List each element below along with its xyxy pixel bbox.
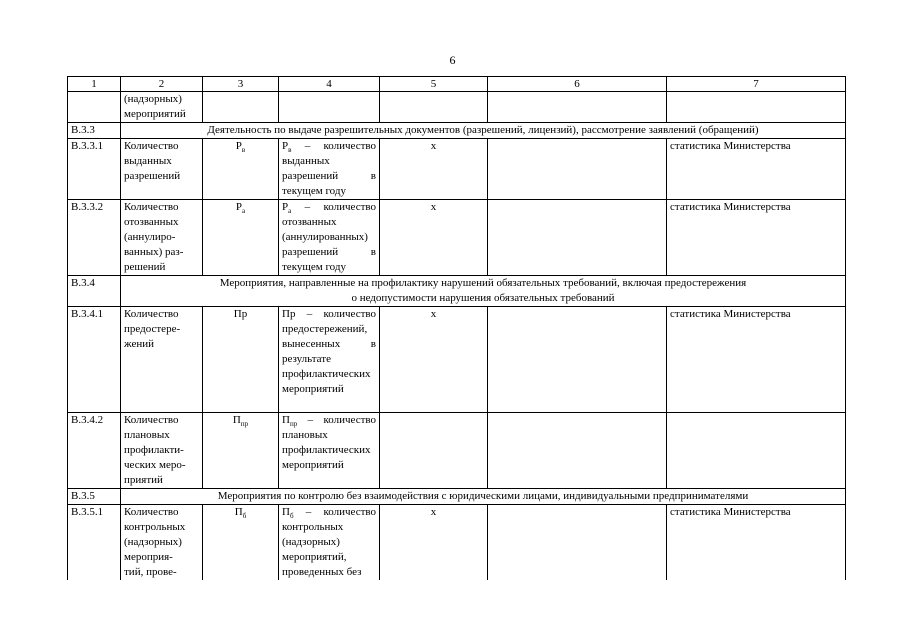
data-source: статистика Министерства [667, 307, 846, 413]
indicator-symbol [203, 413, 279, 489]
description-text: – количество плановых профилактических мероприятий [282, 414, 376, 471]
cell-col6 [488, 200, 667, 276]
indicator-name: Количество контрольных (надзорных) мероприя- тий, прове- [121, 505, 203, 581]
row-id: В.3.4.2 [68, 413, 121, 489]
description-text: – количество контрольных (надзорных) мероприятий, проведенных без [282, 506, 376, 578]
indicator-symbol [203, 92, 279, 123]
data-source: статистика Министерства [667, 505, 846, 581]
cell-col5: х [380, 307, 488, 413]
table-row [68, 413, 846, 489]
header-cell: 6 [488, 77, 667, 92]
description-text: – количество предостережений, вынесенных в результате профилактических мероприятий [282, 308, 376, 395]
symbol-letter: П [232, 414, 241, 426]
row-id: В.3.5.1 [68, 505, 121, 581]
section-row [68, 123, 846, 139]
section-title: Мероприятия по контролю без взаимодействия с юридическими лицами, индивидуальными предпринимателями [121, 489, 846, 505]
symbol-letter: Р [235, 140, 242, 152]
symbol-subscript: в [241, 146, 246, 155]
indicators-table [67, 76, 846, 580]
row-id: В.3.3.2 [68, 200, 121, 276]
cell-col5: х [380, 200, 488, 276]
description-symbol: Р [282, 201, 289, 213]
cell-col6 [488, 92, 667, 123]
header-cell: 3 [203, 77, 279, 92]
symbol-letter: Пр [233, 308, 248, 320]
symbol-subscript: пр [240, 420, 249, 429]
indicator-description [279, 413, 380, 489]
row-id [68, 92, 121, 123]
symbol-letter: П [234, 506, 243, 518]
row-id: В.3.3.1 [68, 139, 121, 200]
section-title: Деятельность по выдаче разрешительных документов (разрешений, лицензий), рассмотрение заявлений (обращений) [121, 123, 846, 139]
description-subscript: б [289, 512, 294, 521]
indicator-description [279, 139, 380, 200]
indicator-symbol [203, 505, 279, 581]
cell-col6 [488, 413, 667, 489]
indicator-name: (надзорных) мероприятий [121, 92, 203, 123]
section-row [68, 276, 846, 307]
header-cell: 5 [380, 77, 488, 92]
description-symbol: Р [282, 140, 289, 152]
data-source: статистика Министерства [667, 200, 846, 276]
indicator-name: Количество предостере- жений [121, 307, 203, 413]
indicator-description [279, 200, 380, 276]
indicator-symbol [203, 307, 279, 413]
description-symbol: П [282, 506, 290, 518]
table-row [68, 505, 846, 581]
symbol-letter: Р [235, 201, 242, 213]
cell-col7 [667, 413, 846, 489]
table-row [68, 200, 846, 276]
description-text: – количество отозванных (аннулированных) разрешений в текущем году [282, 201, 376, 273]
cell-col6 [488, 139, 667, 200]
header-cell: 4 [279, 77, 380, 92]
row-id: В.3.4.1 [68, 307, 121, 413]
cell-col7 [667, 92, 846, 123]
symbol-subscript: а [242, 207, 246, 216]
header-cell: 1 [68, 77, 121, 92]
indicator-name: Количество выданных разрешений [121, 139, 203, 200]
indicator-description [279, 307, 380, 413]
section-title-line: о недопустимости нарушения обязательных требований [351, 292, 615, 304]
section-id: В.3.3 [68, 123, 121, 139]
section-id: В.3.5 [68, 489, 121, 505]
cell-col5 [380, 413, 488, 489]
section-title [121, 276, 846, 307]
page-number: 6 [449, 53, 456, 67]
indicator-description [279, 92, 380, 123]
description-subscript: а [288, 207, 292, 216]
symbol-subscript: б [242, 512, 247, 521]
indicator-description [279, 505, 380, 581]
table-row [68, 139, 846, 200]
cell-col5: х [380, 505, 488, 581]
indicator-name: Количество отозванных (аннулиро- ванных) раз- решений [121, 200, 203, 276]
description-text: – количество выданных разрешений в текущем году [282, 140, 376, 197]
indicator-symbol [203, 139, 279, 200]
data-source: статистика Министерства [667, 139, 846, 200]
table-row [68, 92, 846, 123]
description-subscript: в [288, 146, 292, 155]
cell-col5 [380, 92, 488, 123]
section-row [68, 489, 846, 505]
indicator-name: Количество плановых профилакти- ческих меро- приятий [121, 413, 203, 489]
header-cell: 2 [121, 77, 203, 92]
table-row [68, 307, 846, 413]
description-symbol: Пр [282, 308, 296, 320]
header-cell: 7 [667, 77, 846, 92]
table-header-row [68, 77, 846, 92]
section-id: В.3.4 [68, 276, 121, 307]
cell-col5: х [380, 139, 488, 200]
description-subscript: пр [289, 420, 298, 429]
description-symbol: П [282, 414, 290, 426]
cell-col6 [488, 307, 667, 413]
indicator-symbol [203, 200, 279, 276]
section-title-line: Мероприятия, направленные на профилактику нарушений обязательных требований, включая предостережения [219, 277, 747, 289]
cell-col6 [488, 505, 667, 581]
